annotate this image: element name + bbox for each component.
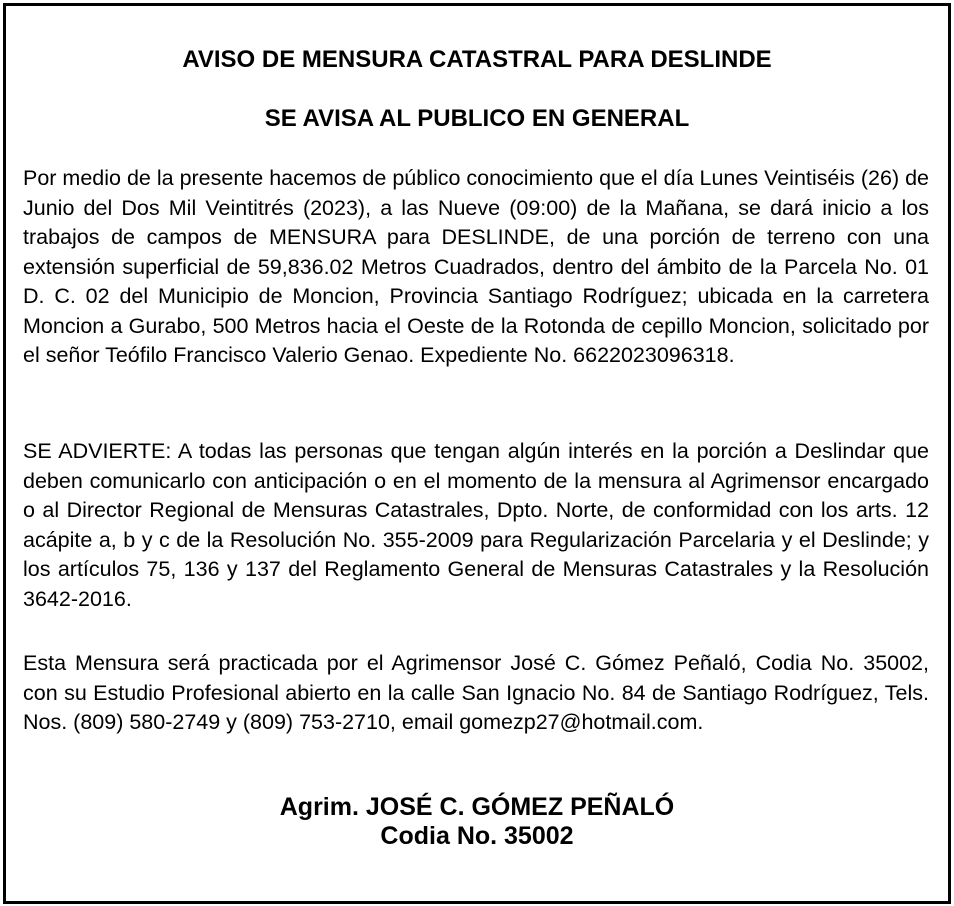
signature-codia: Codia No. 35002 bbox=[380, 822, 574, 850]
legal-notice bbox=[3, 3, 951, 904]
paragraph-warning: SE ADVIERTE: A todas las personas que tengan algún interés en la porción a Deslindar que deben comunicarlo con anticipación o en el momento de la mensura al Agrimensor encargado o al Director Regional de Mensuras Catastrales, Dpto. Norte, de conformidad con los arts. 12 acápite a, b y c de la Resolución No. 355-2009 para Regularización Parcelaria y el Deslinde; y los artículos 75, 136 y 137 del Reglamento General de Mensuras Catastrales y la Resolución 3642-2016. bbox=[23, 439, 929, 611]
signature-name: Agrim. JOSÉ C. GÓMEZ PEÑALÓ bbox=[279, 793, 675, 821]
paragraph-surveyor-info: Esta Mensura será practicada por el Agrimensor José C. Gómez Peñaló, Codia No. 35002, con su Estudio Profesional abierto en la calle San Ignacio No. 84 de Santiago Rodríguez, Tels. Nos. (809) 580-2749 y (809) 753-2710, email gomezp27@hotmail.com. bbox=[23, 651, 929, 734]
paragraph-announcement: Por medio de la presente hacemos de público conocimiento que el día Lunes Veintiséis (26) de Junio del Dos Mil Veintitrés (2023), a las Nueve (09:00) de la Mañana, se dará inicio a los trabajos de campos de MENSURA para DESLINDE, de una porción de terreno con una extensión superficial de 59,836.02 Metros Cuadrados, dentro del ámbito de la Parcela No. 01 D. C. 02 del Municipio de Moncion, Provincia Santiago Rodríguez; ubicada en la carretera Moncion a Gurabo, 500 Metros hacia el Oeste de la Rotonda de cepillo Moncion, solicitado por el señor Teófilo Francisco Valerio Genao. Expediente No. 6622023096318. bbox=[23, 166, 929, 367]
notice-title: AVISO DE MENSURA CATASTRAL PARA DESLINDE bbox=[182, 46, 772, 73]
notice-subtitle: SE AVISA AL PUBLICO EN GENERAL bbox=[264, 105, 690, 132]
